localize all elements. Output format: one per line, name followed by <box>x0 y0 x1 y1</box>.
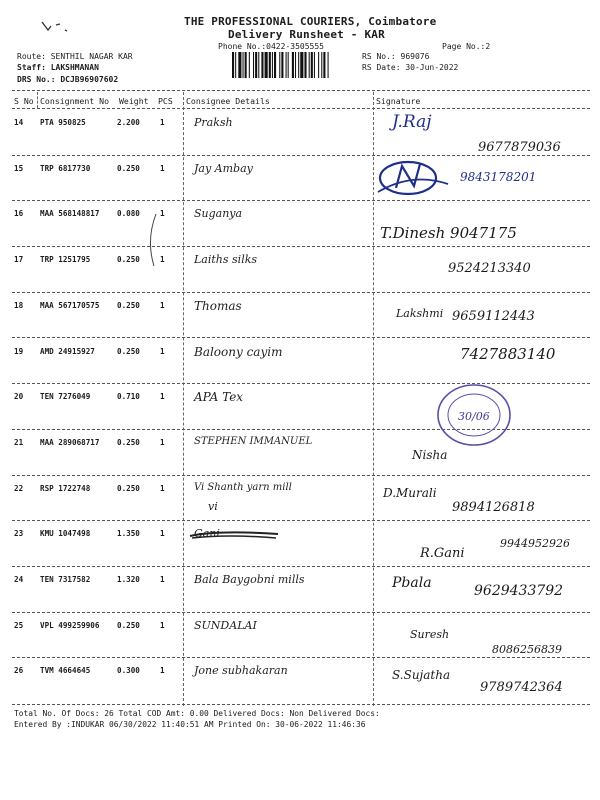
row-consignment-no: PTA 950825 <box>40 118 86 127</box>
table-row <box>0 339 600 385</box>
table-row <box>0 156 600 202</box>
barcode-bar <box>272 52 273 78</box>
barcode-bar <box>249 52 250 78</box>
rs-number: RS No.: 969076 <box>362 52 430 61</box>
row-consignment-no: RSP 1722748 <box>40 483 91 493</box>
row-sno: 18 <box>14 300 24 310</box>
route-label: Route: SENTHIL NAGAR KAR <box>17 52 133 61</box>
row-consignee-name: APA Tex <box>194 390 244 405</box>
barcode-bar <box>279 52 280 78</box>
row-sno: 22 <box>14 483 24 493</box>
table-row <box>0 658 600 704</box>
row-consignment-no: TEN 7276049 <box>40 392 91 402</box>
row-sno: 16 <box>14 209 24 219</box>
barcode-bar <box>232 52 234 78</box>
row-consignee-name: Baloony cayim <box>194 344 283 359</box>
sig-23-name: R.Gani <box>420 546 465 561</box>
row-weight: 0.250 <box>117 437 140 447</box>
table-header-rule <box>12 108 590 109</box>
barcode-bar <box>265 52 268 78</box>
row-weight: 0.080 <box>117 209 140 219</box>
row-weight: 2.200 <box>117 118 140 127</box>
row-weight: 0.710 <box>117 392 140 402</box>
row-pcs: 1 <box>160 209 165 219</box>
row-signature-phone: 9944952926 <box>500 537 570 551</box>
table-row <box>0 567 600 613</box>
row-sno: 20 <box>14 392 24 402</box>
phone-number: Phone No.:0422-3505555 <box>218 42 324 51</box>
row-signature-phone: 9629433792 <box>474 583 564 599</box>
barcode-bar <box>235 52 236 78</box>
barcode-bar <box>309 52 310 78</box>
barcode-bar <box>318 52 319 78</box>
barcode-bar <box>255 52 257 78</box>
row-sno: 17 <box>14 255 24 265</box>
barcode-bar <box>295 52 296 78</box>
barcode-bar <box>328 52 329 78</box>
barcode-bar <box>261 52 263 78</box>
strikethrough-icon <box>188 528 283 542</box>
col-consignee: Consignee Details <box>186 96 270 106</box>
consignee-22-extra: vi <box>208 500 218 513</box>
barcode-bar <box>253 52 254 78</box>
barcode-bar <box>314 52 315 78</box>
table-row <box>0 293 600 339</box>
row-consignment-no: TEN 7317582 <box>40 575 91 584</box>
totals-line: Total No. Of Docs: 26 Total COD Amt: 0.00 Delivered Docs: Non Delivered Docs: <box>14 709 380 718</box>
row-sno: 26 <box>14 666 24 676</box>
row-consignee-name: STEPHEN IMMANUEL <box>194 435 313 447</box>
sig-17-top: T.Dinesh 9047175 <box>380 224 517 242</box>
sno-column-rule <box>37 92 38 108</box>
row-consignment-no: VPL 499259906 <box>40 620 100 630</box>
barcode-bar <box>292 52 294 78</box>
row-weight: 0.250 <box>117 163 140 173</box>
table-row <box>0 476 600 522</box>
row-sno: 15 <box>14 163 24 173</box>
row-pcs: 1 <box>160 529 165 539</box>
barcode-bar <box>258 52 259 78</box>
table-row <box>0 247 600 293</box>
row-pcs: 1 <box>160 575 165 584</box>
barcode-bar <box>298 52 299 78</box>
row-consignment-no: TRP 6817730 <box>40 163 91 173</box>
footer-rule <box>12 704 590 705</box>
sig-21-name: Nisha <box>412 448 448 462</box>
pen-mark-icon <box>38 16 78 40</box>
col-consignment: Consignment No <box>40 96 110 106</box>
row-weight: 0.250 <box>117 620 140 630</box>
row-sno: 24 <box>14 575 24 584</box>
stamp-date: 30/06 <box>458 410 490 423</box>
row-signature-phone: 9524213340 <box>448 261 531 277</box>
row-pcs: 1 <box>160 666 165 676</box>
barcode-bar <box>281 52 283 78</box>
sig-24-name: Pbala <box>392 575 432 591</box>
barcode-bar <box>269 52 271 78</box>
row-consignee-name: Bala Baygobni mills <box>194 573 305 586</box>
row-consignee-name: SUNDALAI <box>194 618 257 632</box>
row-signature-phone: 9789742364 <box>480 680 563 696</box>
row-signature-phone: 8086256839 <box>492 642 562 656</box>
sig-22-name: D.Murali <box>383 486 437 500</box>
barcode-bar <box>238 52 241 78</box>
row-pcs: 1 <box>160 300 165 310</box>
col-sno: S No <box>14 96 34 106</box>
barcode-bar <box>300 52 303 78</box>
row-pcs: 1 <box>160 346 165 356</box>
row-consignee-name: Jay Ambay <box>194 161 253 175</box>
company-name: THE PROFESSIONAL COURIERS, Coimbatore <box>184 15 437 28</box>
barcode-bar <box>286 52 287 78</box>
barcode-bar <box>323 52 325 78</box>
row-pcs: 1 <box>160 483 165 493</box>
sig-14-name: J.Raj <box>392 112 432 132</box>
row-sno: 23 <box>14 529 24 539</box>
entered-by-line: Entered By :INDUKAR 06/30/2022 11:40:51 AM Printed On: 30-06-2022 11:46:36 <box>14 720 366 729</box>
row-pcs: 1 <box>160 118 165 127</box>
barcode-bar <box>274 52 276 78</box>
table-top-rule <box>12 90 590 91</box>
row-pcs: 1 <box>160 437 165 447</box>
row-weight: 0.300 <box>117 666 140 676</box>
checkmark-icon <box>140 210 174 270</box>
barcode-bar <box>288 52 289 78</box>
page-number: Page No.:2 <box>442 42 491 51</box>
row-signature-phone: 7427883140 <box>460 344 556 363</box>
barcode-bar <box>311 52 313 78</box>
row-consignee-name: Gani <box>194 527 220 541</box>
row-signature-phone: 9677879036 <box>478 140 561 155</box>
rs-date: RS Date: 30-Jun-2022 <box>362 63 459 72</box>
row-sno: 19 <box>14 346 24 356</box>
sig-25-name: Suresh <box>410 628 450 641</box>
row-weight: 0.250 <box>117 346 140 356</box>
row-consignment-no: MAA 289068717 <box>40 437 100 447</box>
row-consignee-name: Laiths silks <box>194 253 258 267</box>
row-pcs: 1 <box>160 163 165 173</box>
barcode-bar <box>243 52 244 78</box>
row-pcs: 1 <box>160 392 165 402</box>
drs-number: DRS No.: DCJB96907602 <box>17 75 119 84</box>
barcode-bar <box>321 52 322 78</box>
row-consignee-name: Jone subhakaran <box>194 664 288 678</box>
row-consignee-name: Vi Shanth yarn mill <box>194 481 292 493</box>
col-signature: Signature <box>376 96 421 106</box>
row-consignee-name: Thomas <box>194 298 242 313</box>
barcode-bar <box>245 52 247 78</box>
row-consignment-no: TVM 4664645 <box>40 666 91 676</box>
col-weight: Weight <box>119 96 149 106</box>
row-pcs: 1 <box>160 255 165 265</box>
row-pcs: 1 <box>160 620 165 630</box>
row-consignment-no: MAA 567170575 <box>40 300 100 310</box>
barcode-icon <box>232 52 356 78</box>
row-weight: 0.250 <box>117 300 140 310</box>
table-row <box>0 521 600 567</box>
staff-label: Staff: LAKSHMANAN <box>17 63 99 72</box>
blue-signature-icon <box>372 152 452 202</box>
row-sno: 14 <box>14 118 24 127</box>
table-row <box>0 110 600 156</box>
row-consignee-name: Praksh <box>194 116 233 129</box>
row-weight: 0.250 <box>117 255 140 265</box>
sig-26-name: S.Sujatha <box>392 668 451 682</box>
row-signature-phone: 9843178201 <box>460 169 537 184</box>
sig-18-name: Lakshmi <box>396 307 444 320</box>
row-sno: 25 <box>14 620 24 630</box>
row-consignment-no: TRP 1251795 <box>40 255 91 265</box>
seal-stamp-icon <box>428 380 520 450</box>
row-consignment-no: AMD 24915927 <box>40 346 95 356</box>
row-consignment-no: KMU 1047498 <box>40 529 91 539</box>
row-signature-phone: 9659112443 <box>452 308 535 324</box>
row-consignee-name: Suganya <box>194 207 243 221</box>
row-weight: 1.320 <box>117 575 140 584</box>
row-weight: 0.250 <box>117 483 140 493</box>
col-pcs: PCS <box>158 96 173 106</box>
row-signature-phone: 9894126818 <box>452 499 535 515</box>
runsheet-subtitle: Delivery Runsheet - KAR <box>228 28 385 41</box>
barcode-bar <box>304 52 306 78</box>
row-consignment-no: MAA 568148817 <box>40 209 100 219</box>
table-row <box>0 613 600 659</box>
row-sno: 21 <box>14 437 24 447</box>
row-weight: 1.350 <box>117 529 140 539</box>
